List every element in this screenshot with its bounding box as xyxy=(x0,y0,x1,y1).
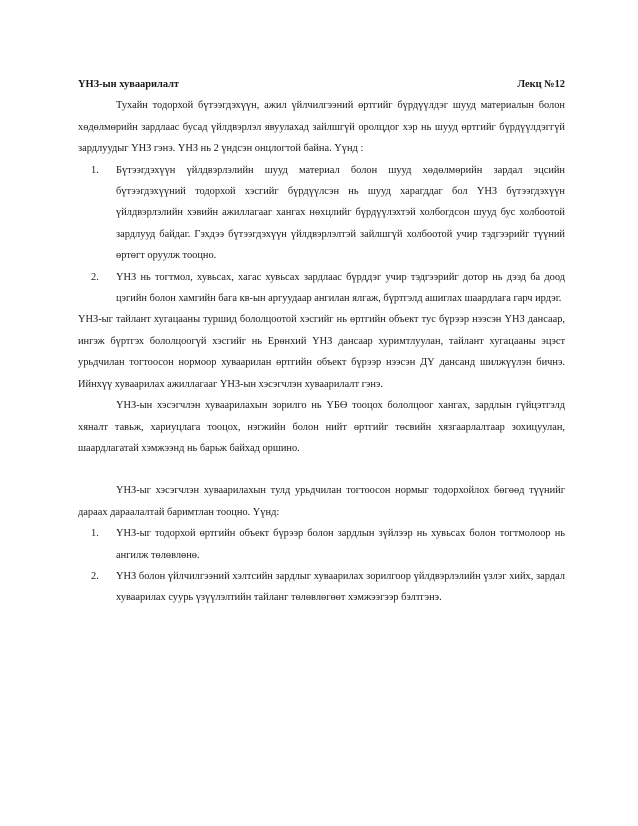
document-page xyxy=(78,74,565,609)
list-item xyxy=(78,566,565,609)
list-item-text: ҮНЗ нь тогтмол, хувьсах, хагас хувьсах зардлаас бүрддэг учир тэдгээрийг дотор нь дээд ба доод цэгийн болон хамгийн бага кв-ын аргуудаар ангилан ялгаж, бүртгэлд ашиглах шаардлага гарч ирдэг. xyxy=(116,271,565,305)
list-item-number: 1. xyxy=(91,528,99,540)
list-item xyxy=(78,523,565,566)
characteristics-list xyxy=(78,160,565,310)
list-item-text: ҮНЗ болон үйлчилгээний хэлтсийн зардлыг хуваарилах зорилгоор үйлдвэрлэлийн үзлэг хийх, зардал хуваарилах суурь үзүүлэлтийн тайланг төлөвлөгөөт хэмжээгээр бэлтгэнэ. xyxy=(116,570,565,604)
paragraph-purpose: ҮНЗ-ын хэсэгчлэн хуваарилахын зорилго нь ҮБӨ тооцох бололцоог хангах, зардлын гүйцэтгэлд хяналт тавьж, хариуцлага тооцох, нэгжийн болон нийт өртгийг төсвийн хязгаарлалтаар зохицуулан, шаардлагатай хэмжээнд нь барьж байхад оршино. xyxy=(78,400,565,454)
document-header xyxy=(78,74,565,95)
document-title: ҮНЗ-ын хуваарилалт xyxy=(78,79,180,90)
list-item-number: 1. xyxy=(91,164,99,176)
list-item xyxy=(78,267,565,310)
paragraph-steps-intro: ҮНЗ-ыг хэсэгчлэн хуваарилахын тулд урьдчилан тогтоосон нормыг тодорхойлох бөгөөд түүнийг дараах дараалалтай баримтлан тооцно. Үүнд: xyxy=(78,485,565,518)
paragraph-allocation: ҮНЗ-ыг тайлант хугацааны туршид бололцоотой хэсгийг нь өртгийн объект тус бүрээр нээсэн ҮНЗ дансаар, ингэж бүртгэх бололцоогүй хэсгийг нь Ерөнхий ҮНЗ дансаар хуримтлуулан, тайлант хугацааны эцэст урьдчилан тогтоосон нормоор хуваарилан өртгийн объект бүрээр нээсэн ДҮ дансанд шилжүүлэн бичнэ. Ийнхүү хуваарилах ажиллагааг ҮНЗ-ын хэсэгчлэн хуваарилалт гэнэ. xyxy=(78,314,565,390)
list-item xyxy=(78,160,565,267)
paragraph-gap xyxy=(78,459,565,480)
list-item-text: Бүтээгдэхүүн үйлдвэрлэлийн шууд материал болон шууд хөдөлмөрийн зардал эцсийн бүтээгдэхүүний тодорхой хэсгийг бүрдүүлсэн нь шууд харагддаг бол ҮНЗ бүтээгдэхүүн үйлдвэрлэлийн хэвийн ажиллагааг хангах нөхцлийг бүрдүүлэхтэй холбогдсон шууд бус холбоотой зардлууд байдаг. Гэхдээ бүтээгдэхүүн үйлдвэрлэлтэй зайлшгүй холбоотой учир тэдгээрийг түүний өртөгт оруулж тооцно. xyxy=(116,164,565,262)
list-item-text: ҮНЗ-ыг тодорхой өртгийн объект бүрээр болон зардлын зүйлээр нь хувьсах болон тогтмолоор нь ангилж төлөвлөнө. xyxy=(116,528,565,561)
lecture-number: Лекц №12 xyxy=(517,79,565,90)
list-item-number: 2. xyxy=(91,570,99,582)
list-item-number: 2. xyxy=(91,271,99,283)
steps-list xyxy=(78,523,565,609)
paragraph-intro: Тухайн тодорхой бүтээгдэхүүн, ажил үйлчилгээний өртгийг бүрдүүлдэг шууд материалын болон хөдөлмөрийн зардлаас бусад үйлдвэрлэл явуулахад зайлшгүй оролцдог хэр нь шууд өртгийг бүрдүүлдэггүй зардлуудыг ҮНЗ гэнэ. ҮНЗ нь 2 үндсэн онцлогтой байна. Үүнд : xyxy=(78,100,565,155)
